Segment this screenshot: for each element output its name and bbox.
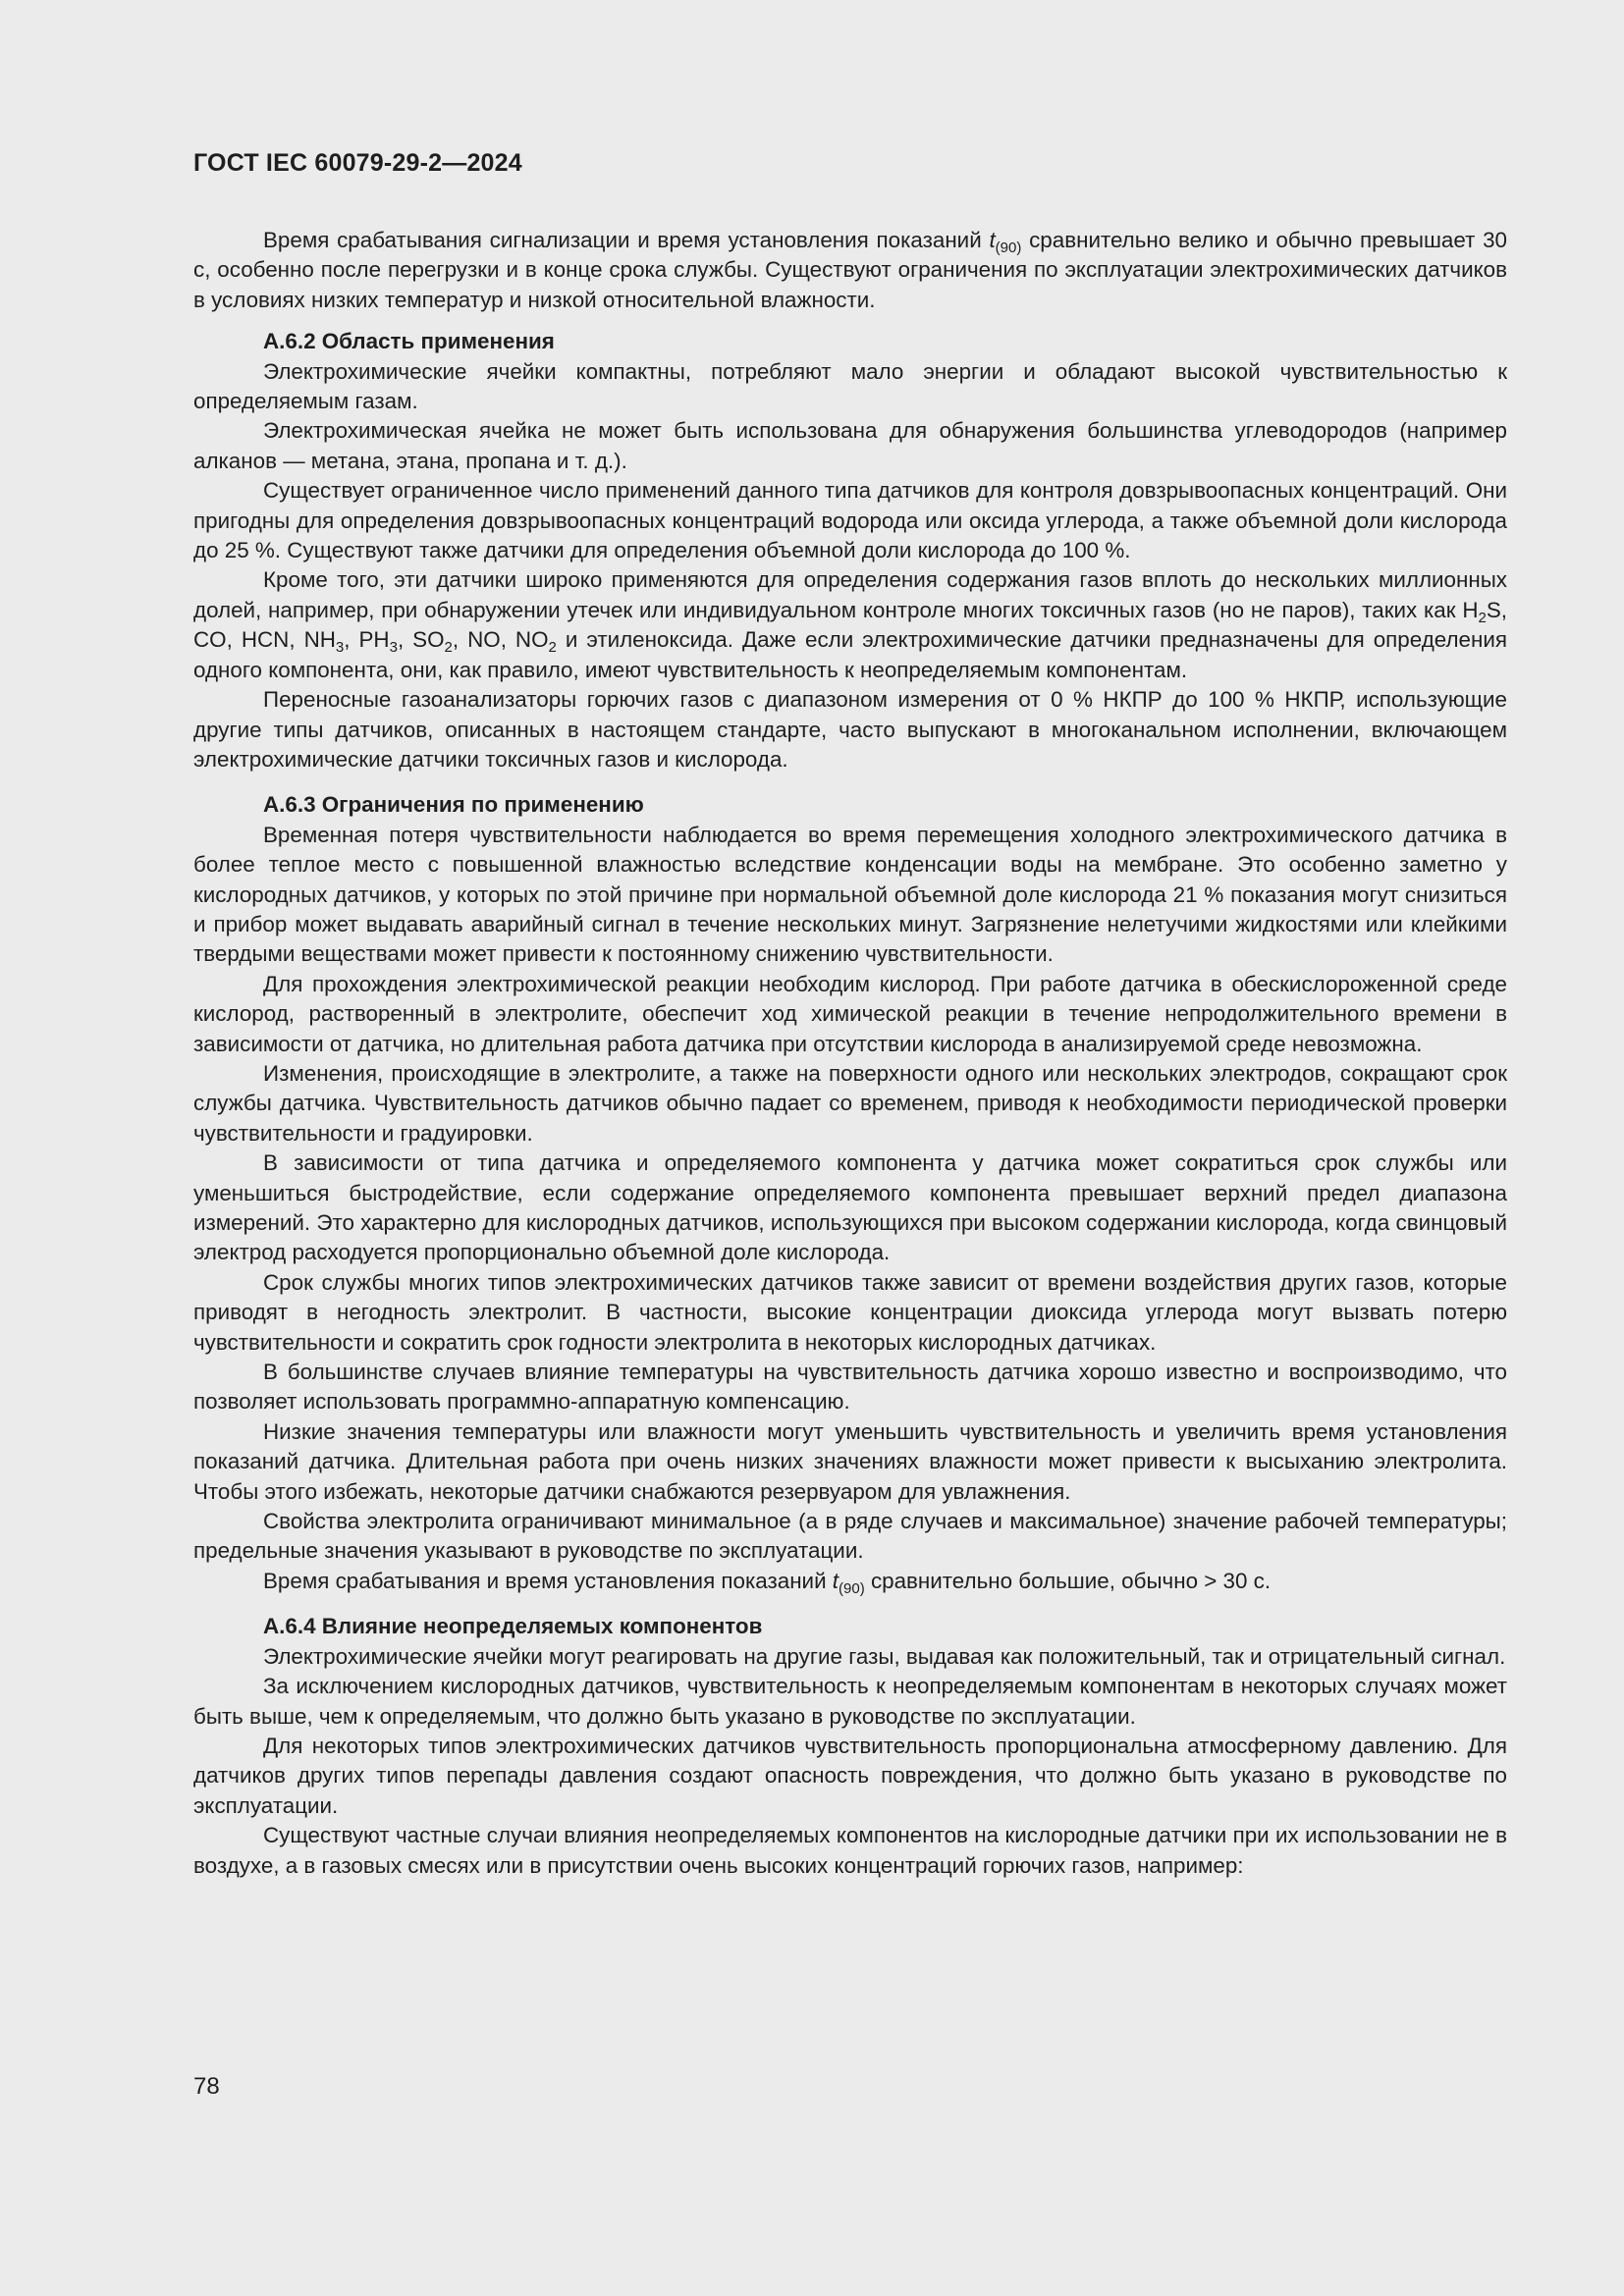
section-heading-a62: А.6.2 Область применения — [263, 329, 555, 354]
paragraph: Срок службы многих типов электрохимических датчиков также зависит от времени воздействия других газов, которые приводят в негодность электролит. В частности, высокие концентрации диоксида углерода могут вызвать потерю чувствительности и сократить срок годности электролита в некоторых кислородных датчиках. — [193, 1269, 1507, 1355]
paragraph: Для некоторых типов электрохимических датчиков чувствительность пропорциональна атмосферному давлению. Для датчиков других типов перепады давления создают опасность повреждения, что должно быть указано в руководстве по эксплуатации. — [193, 1733, 1507, 1818]
paragraph-response-time: Время срабатывания и время установления показаний $t_{(90)}$ сравнительно большие, обычно > 30 с. — [263, 1568, 1272, 1597]
paragraph: Электрохимическая ячейка не может быть использована для обнаружения большинства углеводородов (например алканов — метана, этана, пропана и т. д.). — [193, 418, 1507, 473]
paragraph: В зависимости от типа датчика и определяемого компонента у датчика может сократиться срок службы или уменьшиться быстродействие, если содержание определяемого компонента превышает верхний предел диапазона измерений. Это характерно для кислородных датчиков, использующихся при высоком содержании кислорода, когда свинцовый электрод расходуется пропорционально объемной доле кислорода. — [193, 1150, 1507, 1265]
paragraph: Свойства электролита ограничивают минимальное (а в ряде случаев и максимальное) значение рабочей температуры; предельные значения указывают в руководстве по эксплуатации. — [193, 1509, 1507, 1564]
paragraph: Низкие значения температуры или влажности могут уменьшить чувствительность и увеличить время установления показаний датчика. Длительная работа при очень низких значениях влажности может привести к высыханию электролита. Чтобы этого избежать, некоторые датчики снабжаются резервуаром для увлажнения. — [193, 1418, 1507, 1504]
paragraph: Электрохимические ячейки могут реагировать на другие газы, выдавая как положительный, так и отрицательный сигнал. — [263, 1643, 1506, 1669]
section-heading-a63: А.6.3 Ограничения по применению — [263, 792, 644, 818]
paragraph: Существуют частные случаи влияния неопределяемых компонентов на кислородные датчики при их использовании не в воздухе, а в газовых смесях или в присутствии очень высоких концентраций горючих газов, например: — [193, 1823, 1507, 1878]
document-body — [193, 226, 1507, 1881]
document-header: ГОСТ IEC 60079-29-2—2024 — [193, 149, 522, 177]
paragraph-toxic-gases: Кроме того, эти датчики широко применяются для определения содержания газов вплоть до нескольких миллионных долей, например, при обнаружении утечек или индивидуальном контроле многих токсичных газов (но не паров), таких как $H_2S$, CO, HCN, $NH_3$, $PH_3$, $SO_2$, NO, $NO_2$ и этиленоксида. Даже если электрохимические датчики предназначены для определения одного компонента, они, как правило, имеют чувствительность к неопределяемым компонентам. — [193, 567, 1507, 682]
paragraph: В большинстве случаев влияние температуры на чувствительность датчика хорошо известно и воспроизводимо, что позволяет использовать программно-аппаратную компенсацию. — [193, 1360, 1507, 1415]
paragraph: Изменения, происходящие в электролите, а также на поверхности одного или нескольких электродов, сокращают срок службы датчика. Чувствительность датчиков обычно падает со временем, приводя к необходимости периодической проверки чувствительности и градуировки. — [193, 1060, 1507, 1146]
paragraph: Переносные газоанализаторы горючих газов с диапазоном измерения от 0 % НКПР до 100 % НКПР, использующие другие типы датчиков, описанных в настоящем стандарте, часто выпускают в многоканальном исполнении, включающем электрохимические датчики токсичных газов и кислорода. — [193, 687, 1507, 772]
paragraph: Электрохимические ячейки компактны, потребляют мало энергии и обладают высокой чувствительностью к определяемым газам. — [193, 358, 1507, 414]
paragraph: Временная потеря чувствительности наблюдается во время перемещения холодного электрохимического датчика в более теплое место с повышенной влажностью вследствие конденсации воды на мембране. Это особенно заметно у кислородных датчиков, у которых по этой причине при нормальной объемной доле кислорода 21 % показания могут снизиться и прибор может выдавать аварийный сигнал в течение нескольких минут. Загрязнение нелетучими жидкостями или клейкими твердыми веществами может привести к постоянному снижению чувствительности. — [193, 822, 1507, 967]
paragraph: Для прохождения электрохимической реакции необходим кислород. При работе датчика в обескислороженной среде кислород, растворенный в электролите, обеспечит ход химической реакции в течение непродолжительного времени в зависимости от датчика, но длительная работа датчика при отсутствии кислорода в анализируемой среде невозможна. — [193, 971, 1507, 1056]
paragraph: За исключением кислородных датчиков, чувствительность к неопределяемым компонентам в некоторых случаях может быть выше, чем к определяемым, что должно быть указано в руководстве по эксплуатации. — [193, 1674, 1507, 1729]
paragraph: Существует ограниченное число применений данного типа датчиков для контроля довзрывоопасных концентраций. Они пригодны для определения довзрывоопасных концентраций водорода или оксида углерода, а также объемной доли кислорода до 25 %. Существуют также датчики для определения объемной доли кислорода до 100 %. — [193, 478, 1507, 563]
page-number: 78 — [193, 2073, 220, 2100]
section-heading-a64: А.6.4 Влияние неопределяемых компонентов — [263, 1614, 763, 1639]
paragraph-intro: Время срабатывания сигнализации и время установления показаний $t_{(90)}$ сравнительно велико и обычно превышает 30 с, особенно после перегрузки и в конце срока службы. Существуют ограничения по эксплуатации электрохимических датчиков в условиях низких температур и низкой относительной влажности. — [193, 228, 1507, 312]
